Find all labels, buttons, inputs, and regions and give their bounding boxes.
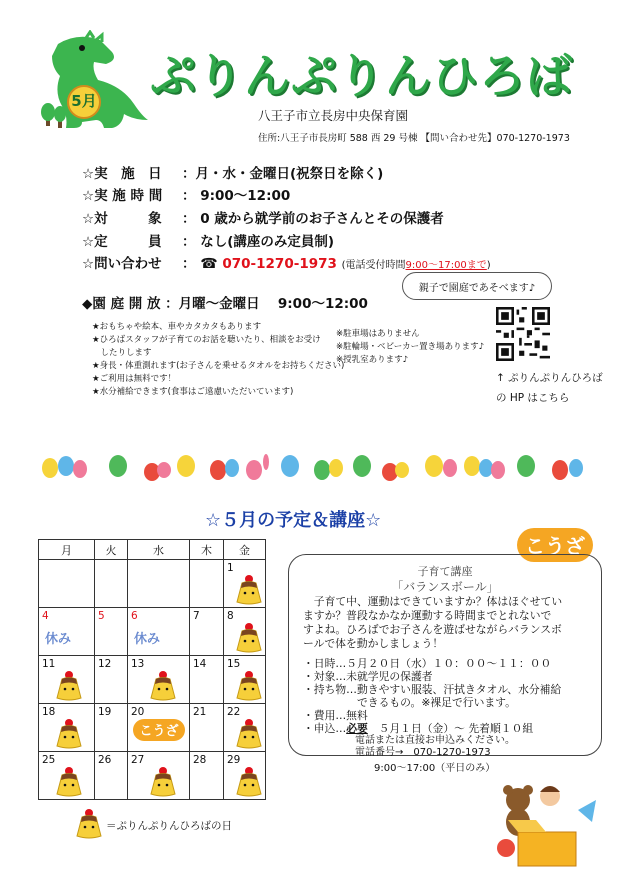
toys-illustration-icon <box>488 770 600 870</box>
weekday-header: 水 <box>128 540 190 560</box>
course-apply-line: ・申込…必要 ５月１日（金）～ 先着順１０組 <box>303 722 534 735</box>
pudding-icon <box>234 622 264 654</box>
calendar-day-cell <box>224 704 266 752</box>
course-desc-line: すよね。ひろばでお子さんを遊ばせながらバランスボ <box>303 623 562 636</box>
calendar-week-row <box>39 704 266 752</box>
note-item: ★水分補給できます(食事はご遠慮いただいています) <box>92 387 294 397</box>
calendar-day-cell <box>224 752 266 800</box>
notes-right <box>336 328 484 367</box>
kouza-text: こうざ <box>139 724 179 739</box>
calendar-day-cell <box>39 704 95 752</box>
day-number: 18 <box>42 706 56 718</box>
note-item: ※授乳室あります♪ <box>336 355 409 365</box>
info-label: ☆対 象 <box>82 211 162 227</box>
pudding-icon <box>234 766 264 798</box>
calendar-day-cell <box>190 752 224 800</box>
day-number: 25 <box>42 754 56 766</box>
legend-text: ＝ぷりんぷりんひろばの日 <box>106 820 232 832</box>
calendar-day-cell <box>95 608 128 656</box>
calendar-table <box>38 539 266 800</box>
notes-left <box>92 321 344 399</box>
schedule-title: ☆５月の予定＆講座☆ <box>205 510 382 531</box>
calendar-day-cell <box>190 560 224 608</box>
day-number: 1 <box>227 562 234 574</box>
note-item: ※駐車場はありません <box>336 329 420 339</box>
organization-name: 八王子市立長房中央保育園 <box>258 108 409 123</box>
calendar-day-cell <box>39 656 95 704</box>
course-box <box>288 554 602 756</box>
pudding-icon <box>234 574 264 606</box>
pudding-icon <box>148 670 178 702</box>
info-row-days <box>82 162 383 182</box>
dinosaur-mascot-icon <box>38 30 150 134</box>
course-detail-line: できるもの。※裸足で行います。 <box>303 696 516 709</box>
closed-label: 休み <box>45 632 72 647</box>
calendar-day-cell <box>95 752 128 800</box>
calendar-week-row <box>39 752 266 800</box>
course-apply-detail: 電話または直接お申込みください。 <box>355 735 515 746</box>
course-desc-line: 子育て中、運動はできていますか？体はほぐせてい <box>303 595 563 608</box>
calendar-day-cell <box>128 752 190 800</box>
apply-required: 必要 <box>346 722 368 735</box>
kouza-badge-icon <box>132 718 186 742</box>
pudding-icon <box>54 766 84 798</box>
calendar-day-cell <box>95 560 128 608</box>
day-number: 14 <box>193 658 207 670</box>
course-detail-line: ・費用…無料 <box>303 709 368 722</box>
day-number: 15 <box>227 658 241 670</box>
pudding-icon <box>54 670 84 702</box>
day-number: 27 <box>131 754 145 766</box>
day-number: 28 <box>193 754 207 766</box>
contact-hours: 9:00～17:00まで <box>405 260 487 271</box>
pudding-icon <box>148 766 178 798</box>
address-line: 住所:八王子市長房町 588 西 29 号棟 【問い合わせ先】070-1270-1973 <box>258 133 570 144</box>
note-item: ★身長・体重測れます(お子さんを乗せるタオルをお持ちください) <box>92 361 345 371</box>
course-detail-line: ・対象…未就学児の保護者 <box>303 670 433 683</box>
course-heading: 子育て講座 <box>417 565 473 578</box>
calendar-day-cell <box>39 752 95 800</box>
day-number: 26 <box>98 754 112 766</box>
day-number: 22 <box>227 706 241 718</box>
month-badge: 5月 <box>71 92 97 110</box>
course-desc-line: ールで体を動かしましょう！ <box>303 637 444 650</box>
calendar-week-row <box>39 560 266 608</box>
calendar-day-cell <box>95 704 128 752</box>
info-label: ☆定 員 <box>82 234 162 250</box>
note-item: ★おもちゃや絵本、車やカタカタもあります <box>92 322 262 332</box>
course-name: 「バランスボール」 <box>391 580 499 594</box>
pudding-legend-icon <box>74 808 104 840</box>
contact-phone: 070-1270-1973 <box>222 256 337 272</box>
calendar-day-cell <box>39 608 95 656</box>
pudding-icon <box>234 670 264 702</box>
weekday-header: 火 <box>95 540 128 560</box>
closed-label: 休み <box>134 632 161 647</box>
course-detail-line: ・持ち物…動きやすい服装、汗拭きタオル、水分補給 <box>303 683 562 696</box>
calendar-day-cell <box>224 560 266 608</box>
course-desc-line: ますか？普段なかなか運動する時間までとれないで <box>303 609 552 622</box>
day-number: 7 <box>193 610 200 622</box>
info-row-target <box>82 207 444 227</box>
weekday-header: 金 <box>224 540 266 560</box>
pudding-icon <box>54 718 84 750</box>
day-number: 11 <box>42 658 56 670</box>
weekday-header: 月 <box>39 540 95 560</box>
pudding-icon <box>234 718 264 750</box>
calendar-day-cell <box>128 704 190 752</box>
qr-code-icon[interactable] <box>496 307 550 361</box>
calendar-day-cell <box>190 704 224 752</box>
balloon-icon <box>42 454 583 481</box>
info-value: ：月・水・金曜日(祝祭日を除く) <box>182 166 384 182</box>
info-row-contact: ☆問い合わせ ： ☎ 070-1270-1973 (電話受付時間9:00～17:00まで) <box>82 252 491 272</box>
day-number: 12 <box>98 658 112 670</box>
info-label: ☆実 施 時 間 <box>82 188 163 204</box>
course-detail-line: ・日時…５月２０日（水）１０：００～１１：００ <box>303 657 552 670</box>
info-value: ： 9:00～12:00 <box>182 188 291 204</box>
calendar-day-cell <box>190 656 224 704</box>
day-number: 19 <box>98 706 112 718</box>
calendar-day-cell <box>128 608 190 656</box>
phone-icon: ☎ <box>200 256 218 272</box>
day-number: 13 <box>131 658 145 670</box>
calendar-day-cell <box>95 656 128 704</box>
course-apply-detail: 9:00～17:00（平日のみ） <box>354 763 496 774</box>
calendar-day-cell <box>224 656 266 704</box>
garden-open-row: ◆園 庭 開 放 ：月曜～金曜日 9:00～12:00 <box>82 296 368 312</box>
calendar-day-cell <box>128 560 190 608</box>
info-row-capacity <box>82 230 334 250</box>
note-item: したりします <box>92 348 152 358</box>
calendar-week-row <box>39 608 266 656</box>
day-number: 5 <box>98 610 105 622</box>
weekday-header: 木 <box>190 540 224 560</box>
info-row-hours <box>82 184 290 204</box>
info-label: ☆問い合わせ <box>82 256 162 272</box>
info-value: ： なし(講座のみ定員制) <box>182 234 335 250</box>
calendar-header-row <box>39 540 266 560</box>
day-number: 4 <box>42 610 49 622</box>
day-number: 29 <box>227 754 241 766</box>
balloon-decoration <box>40 452 600 492</box>
note-item: ★ひろばスタッフが子育てのお話を聴いたり、相談をお受け <box>92 335 321 345</box>
note-item: ※駐輪場・ベビーカー置き場あります♪ <box>336 342 485 352</box>
calendar-day-cell <box>224 608 266 656</box>
note-item: ★ご利用は無料です！ <box>92 374 177 384</box>
calendar-week-row <box>39 656 266 704</box>
info-label: ☆実 施 日 <box>82 166 162 182</box>
course-apply-detail: 電話番号→ 070-1270-1973 <box>355 747 491 758</box>
page-title: ぷりんぷりんひろば <box>150 49 573 103</box>
calendar-day-cell <box>190 608 224 656</box>
calendar-day-cell <box>128 656 190 704</box>
kouza-badge-text: こうざ <box>525 534 585 558</box>
day-number: 21 <box>193 706 207 718</box>
calendar-day-cell <box>39 560 95 608</box>
day-number: 6 <box>131 610 138 622</box>
info-value: ： 0 歳から就学前のお子さんとその保護者 <box>182 211 444 227</box>
day-number: 8 <box>227 610 234 622</box>
hp-link-text[interactable]: ↑ ぷりんぷりんひろばの HP はこちら <box>496 372 603 404</box>
day-number: 20 <box>131 706 145 718</box>
speech-bubble: 親子で園庭であそべます♪ <box>402 272 552 300</box>
